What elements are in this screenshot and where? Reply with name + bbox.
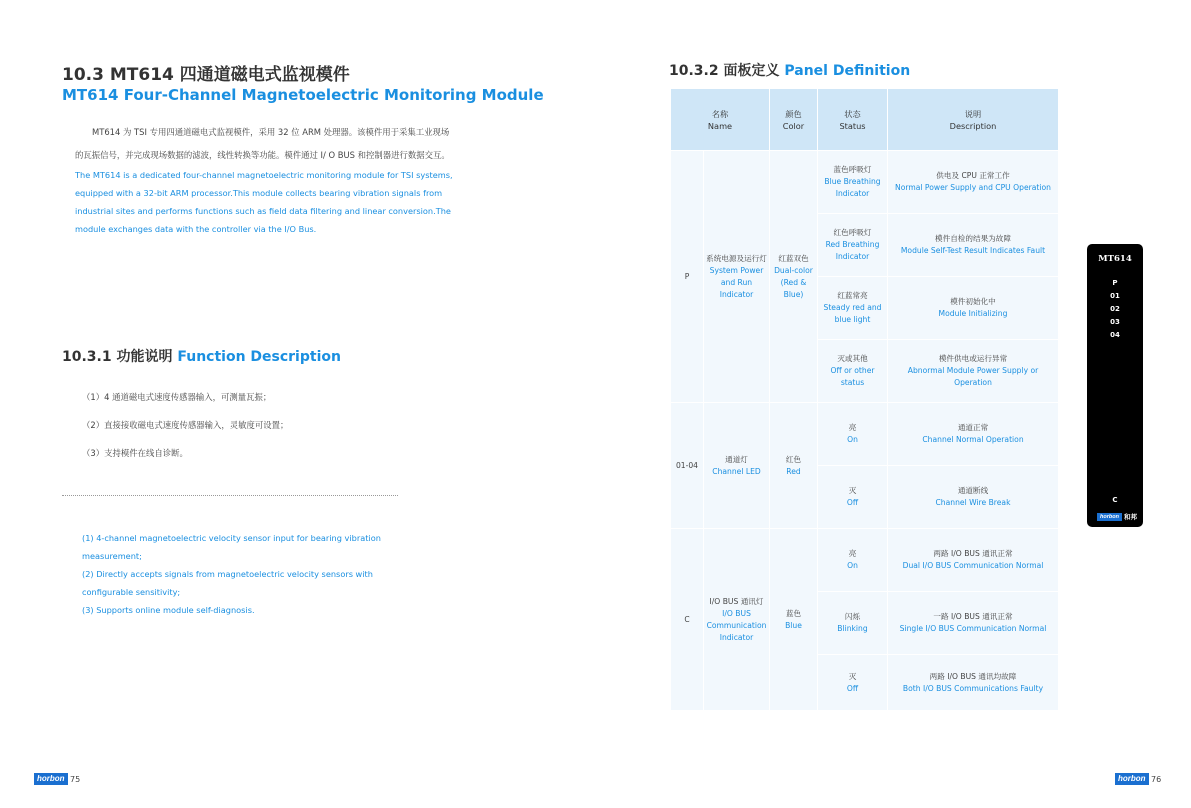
table-row — [671, 403, 1059, 466]
description-cell: 两路 I/O BUS 通讯均故障 Both I/O BUS Communications Faulty — [888, 655, 1059, 711]
panel-definition-title: 10.3.2 面板定义 Panel Definition — [669, 63, 911, 79]
panel-led-label: C — [1112, 496, 1118, 504]
panel-brand-logo: horbon — [1097, 513, 1122, 521]
status-cell: 灭或其他 Off or other status — [818, 340, 888, 403]
intro-cn-line-1: MT614 为 TSI 专用四通道磁电式监视模件，采用 32 位 ARM 处理器。该模件用于采集工业现场 — [92, 127, 450, 137]
function-en-line: (1) 4-channel magnetoelectric velocity sensor input for bearing vibration — [82, 533, 381, 543]
function-item: （2）直接接收磁电式速度传感器输入，灵敏度可设置； — [82, 420, 289, 430]
intro-en-line: industrial sites and performs functions such as field data filtering and linear conversion.The — [75, 206, 451, 216]
dotted-divider — [62, 495, 398, 496]
description-cell: 模件自检的结果为故障 Module Self-Test Result Indicates Fault — [888, 214, 1059, 277]
indicator-id: C — [671, 529, 704, 711]
indicator-name: 系统电源及运行灯 System Power and Run Indicator — [704, 151, 770, 403]
function-list-en — [82, 529, 412, 619]
panel-brand — [1097, 512, 1137, 521]
indicator-id: 01-04 — [671, 403, 704, 529]
indicator-name: I/O BUS 通讯灯 I/O BUS Communication Indicator — [704, 529, 770, 711]
status-cell: 红色呼吸灯 Red Breathing Indicator — [818, 214, 888, 277]
function-en-line: configurable sensitivity; — [82, 587, 181, 597]
indicator-name: 通道灯 Channel LED — [704, 403, 770, 529]
panel-led-label: 01 — [1110, 292, 1120, 300]
status-cell: 闪烁 Blinking — [818, 592, 888, 655]
description-cell: 模件初始化中 Module Initializing — [888, 277, 1059, 340]
indicator-color: 蓝色 Blue — [770, 529, 818, 711]
brand-logo: horbon — [34, 773, 68, 785]
header-name: 名称 Name — [671, 89, 770, 151]
intro-en-line: The MT614 is a dedicated four-channel magnetoelectric monitoring module for TSI systems, — [75, 170, 453, 180]
page-number: 76 — [1151, 775, 1162, 784]
function-en-line: (2) Directly accepts signals from magnetoelectric velocity sensors with — [82, 569, 373, 579]
panel-led-label: 04 — [1110, 331, 1120, 339]
description-cell: 通道断线 Channel Wire Break — [888, 466, 1059, 529]
indicator-color: 红蓝双色 Dual-color (Red & Blue) — [770, 151, 818, 403]
header-status: 状态 Status — [818, 89, 888, 151]
page-number: 75 — [70, 775, 81, 784]
intro-en-line: equipped with a 32-bit ARM processor.This module collects bearing vibration signals from — [75, 188, 443, 198]
status-cell: 蓝色呼吸灯 Blue Breathing Indicator — [818, 151, 888, 214]
header-description: 说明 Description — [888, 89, 1059, 151]
table-row — [671, 529, 1059, 592]
description-cell: 一路 I/O BUS 通讯正常 Single I/O BUS Communication Normal — [888, 592, 1059, 655]
status-cell: 亮 On — [818, 403, 888, 466]
description-cell: 通道正常 Channel Normal Operation — [888, 403, 1059, 466]
function-item: （3）支持模件在线自诊断。 — [82, 448, 188, 458]
section-title-cn: 10.3 MT614 四通道磁电式监视模件 — [62, 65, 350, 85]
panel-brand-cn: 和邦 — [1123, 513, 1137, 521]
function-item: （1）4 通道磁电式速度传感器输入，可测量瓦振； — [82, 392, 272, 402]
intro-chinese — [75, 121, 485, 167]
indicator-color: 红色 Red — [770, 403, 818, 529]
panel-led-label: P — [1112, 279, 1118, 287]
function-title: 10.3.1 功能说明 Function Description — [62, 349, 341, 365]
status-cell: 亮 On — [818, 529, 888, 592]
panel-led-label: 02 — [1110, 305, 1120, 313]
header-color: 颜色 Color — [770, 89, 818, 151]
indicator-id: P — [671, 151, 704, 403]
status-cell: 灭 Off — [818, 466, 888, 529]
description-cell: 模件供电或运行异常 Abnormal Module Power Supply or Operation — [888, 340, 1059, 403]
function-en-line: measurement; — [82, 551, 142, 561]
table-row — [671, 151, 1059, 214]
status-cell: 红蓝常亮 Steady red and blue light — [818, 277, 888, 340]
panel-definition-table — [670, 88, 1059, 711]
intro-cn-line-2: 的瓦振信号，并完成现场数据的滤波，线性转换等功能。模件通过 I/ O BUS 和控制器进行数据交互。 — [75, 150, 450, 160]
description-cell: 两路 I/O BUS 通讯正常 Dual I/O BUS Communication Normal — [888, 529, 1059, 592]
intro-en-line: module exchanges data with the controller via the I/O Bus. — [75, 224, 317, 234]
function-en-line: (3) Supports online module self-diagnosis. — [82, 605, 255, 615]
status-cell: 灭 Off — [818, 655, 888, 711]
brand-logo: horbon — [1115, 773, 1149, 785]
panel-model-label: MT614 — [1098, 254, 1132, 264]
intro-english — [75, 166, 485, 238]
description-cell: 供电及 CPU 正常工作 Normal Power Supply and CPU Operation — [888, 151, 1059, 214]
panel-led-label: 03 — [1110, 318, 1120, 326]
function-list-cn — [82, 383, 288, 467]
section-title-en: MT614 Four-Channel Magnetoelectric Monitoring Module — [62, 86, 544, 104]
